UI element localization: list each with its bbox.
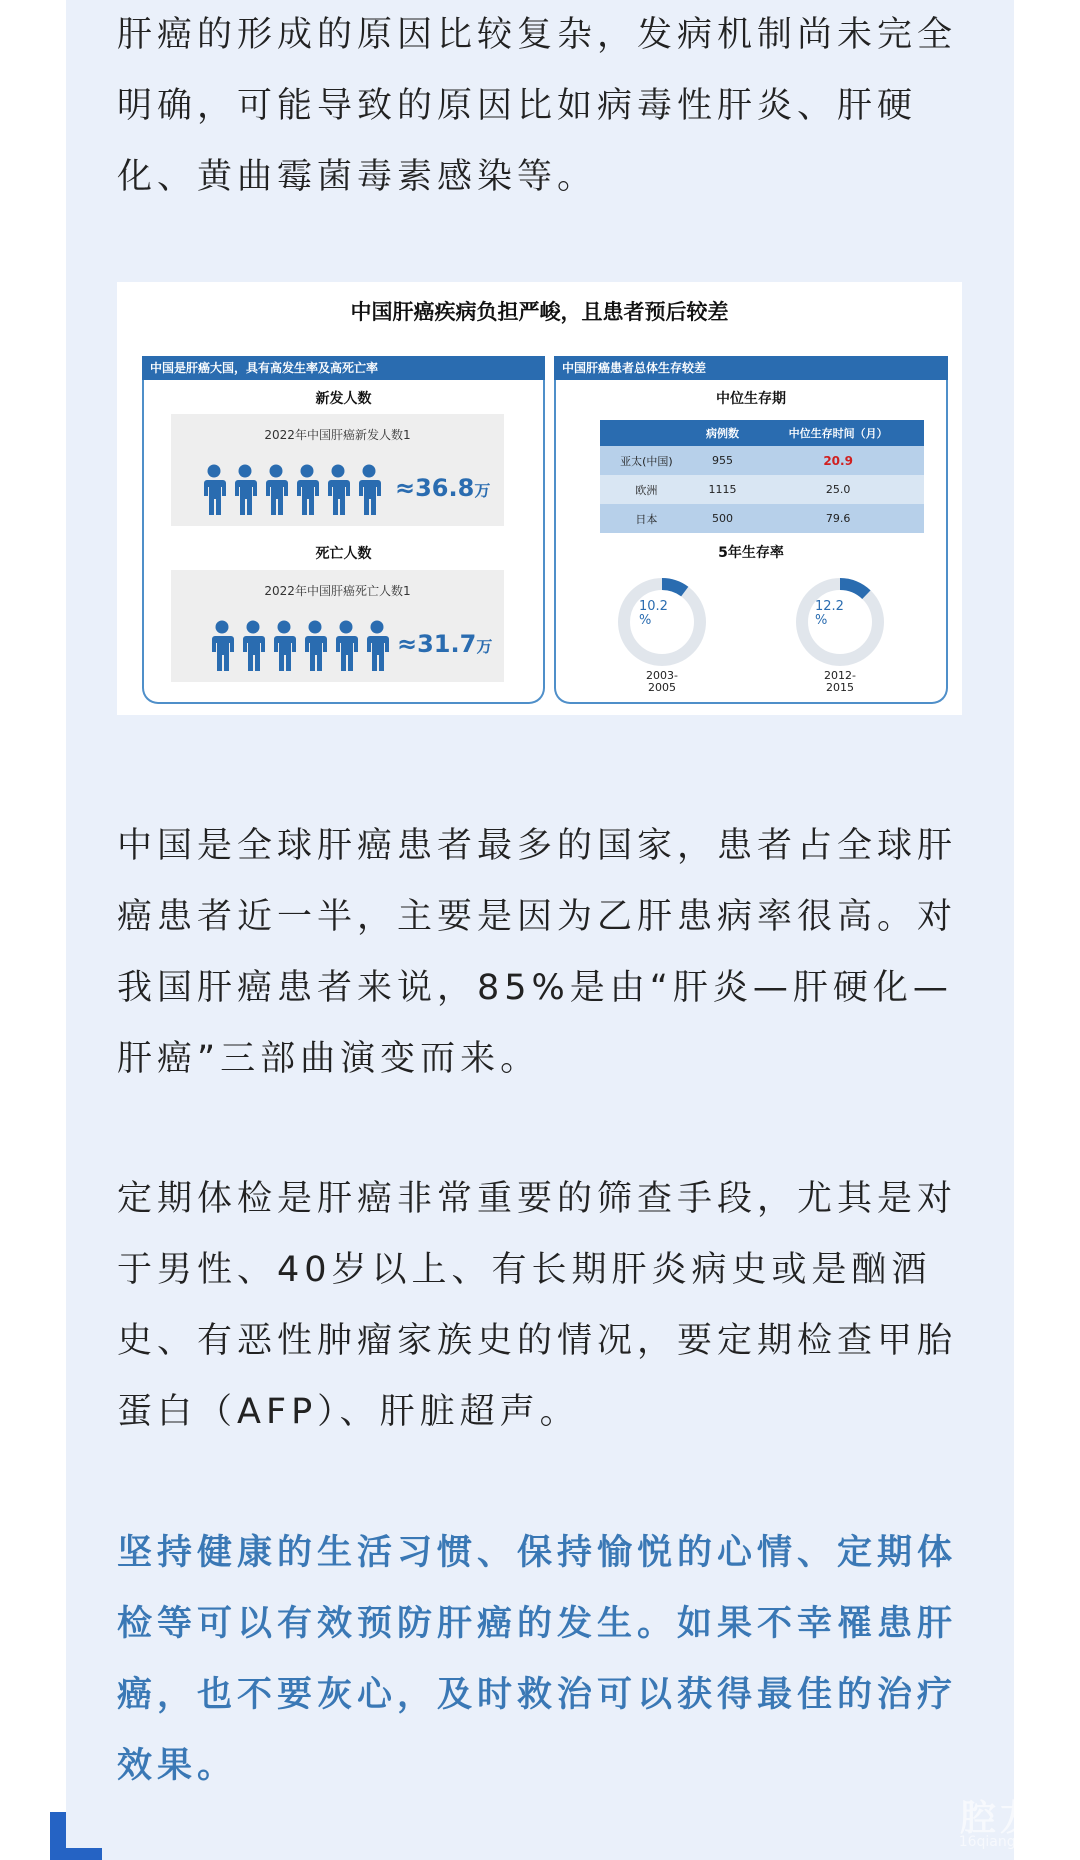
- person-icon: [271, 620, 297, 672]
- five-year-survival-title: 5年生存率: [718, 545, 784, 561]
- deaths-caption: 2022年中国肝癌死亡人数1: [264, 584, 411, 598]
- person-icon: [294, 464, 320, 516]
- table-row: [600, 475, 924, 504]
- table-cell: 25.0: [752, 475, 924, 504]
- table-cell: 955: [693, 446, 752, 475]
- median-survival-table: [600, 420, 924, 533]
- watermark-logo: 腔友: [959, 1798, 1040, 1839]
- new-cases-box: [171, 414, 504, 526]
- deaths-people-icons: [209, 620, 390, 672]
- deaths-title: 死亡人数: [315, 546, 372, 562]
- person-icon: [263, 464, 289, 516]
- person-icon: [356, 464, 382, 516]
- person-icon: [209, 620, 235, 672]
- table-cell-highlight: 20.9: [752, 446, 924, 475]
- article-paragraph-3: 定期体检是肝癌非常重要的筛查手段，尤其是对于男性、40岁以上、有长期肝炎病史或是酗酒史、有恶性肿瘤家族史的情况，要定期检查甲胎蛋白（AFP）、肝脏超声。: [117, 1179, 958, 1432]
- person-icon: [232, 464, 258, 516]
- table-cell: 1115: [693, 475, 752, 504]
- new-cases-title: 新发人数: [315, 391, 372, 407]
- incidence-section-card: [142, 380, 545, 704]
- survival-section-header: 中国肝癌患者总体生存较差: [554, 356, 948, 380]
- new-cases-people-icons: [201, 464, 382, 516]
- table-cell: 500: [693, 504, 752, 533]
- table-row: [600, 446, 924, 475]
- donut-value-2003-2005: 10.2 %: [639, 599, 668, 628]
- article-paragraph-1: 肝癌的形成的原因比较复杂，发病机制尚未完全明确，可能导致的原因比如病毒性肝炎、肝硬化、黄曲霉菌毒素感染等。: [117, 15, 958, 197]
- person-icon: [240, 620, 266, 672]
- infographic-title: 中国肝癌疾病负担严峻，且患者预后较差: [350, 300, 729, 324]
- table-header: 中位生存时间（月）: [752, 420, 924, 446]
- median-survival-title: 中位生存期: [716, 391, 786, 407]
- donut-period-2012-2015: 2012- 2015: [824, 669, 856, 694]
- person-icon: [333, 620, 359, 672]
- table-cell: 79.6: [752, 504, 924, 533]
- liver-cancer-infographic[interactable]: [117, 282, 962, 715]
- survival-section-card: [554, 380, 948, 704]
- donut-period-2003-2005: 2003- 2005: [646, 669, 678, 694]
- table-cell: 日本: [600, 504, 693, 533]
- person-icon: [325, 464, 351, 516]
- incidence-section-header: 中国是肝癌大国，具有高发生率及高死亡率: [142, 356, 545, 380]
- deaths-box: [171, 570, 504, 682]
- watermark-url: 16qiang.com: [958, 1834, 1050, 1850]
- table-cell: 亚太(中国): [600, 446, 693, 475]
- new-cases-caption: 2022年中国肝癌新发人数1: [264, 428, 411, 442]
- article-paragraph-4-highlight: 坚持健康的生活习惯、保持愉悦的心情、定期体检等可以有效预防肝癌的发生。如果不幸罹患肝癌，也不要灰心，及时救治可以获得最佳的治疗效果。: [117, 1533, 958, 1786]
- person-icon: [201, 464, 227, 516]
- person-icon: [302, 620, 328, 672]
- article-paragraph-2: 中国是全球肝癌患者最多的国家，患者占全球肝癌患者近一半，主要是因为乙肝患病率很高。对我国肝癌患者来说，85%是由“肝炎—肝硬化—肝癌”三部曲演变而来。: [117, 826, 958, 1079]
- deaths-value: ≈31.7万: [397, 630, 493, 658]
- person-icon: [364, 620, 390, 672]
- table-header: [600, 420, 693, 446]
- bottom-accent-bar: [50, 1848, 102, 1860]
- donut-value-2012-2015: 12.2 %: [815, 599, 844, 628]
- new-cases-value: ≈36.8万: [395, 474, 491, 502]
- table-header: 病例数: [693, 420, 752, 446]
- table-cell: 欧洲: [600, 475, 693, 504]
- table-row: [600, 504, 924, 533]
